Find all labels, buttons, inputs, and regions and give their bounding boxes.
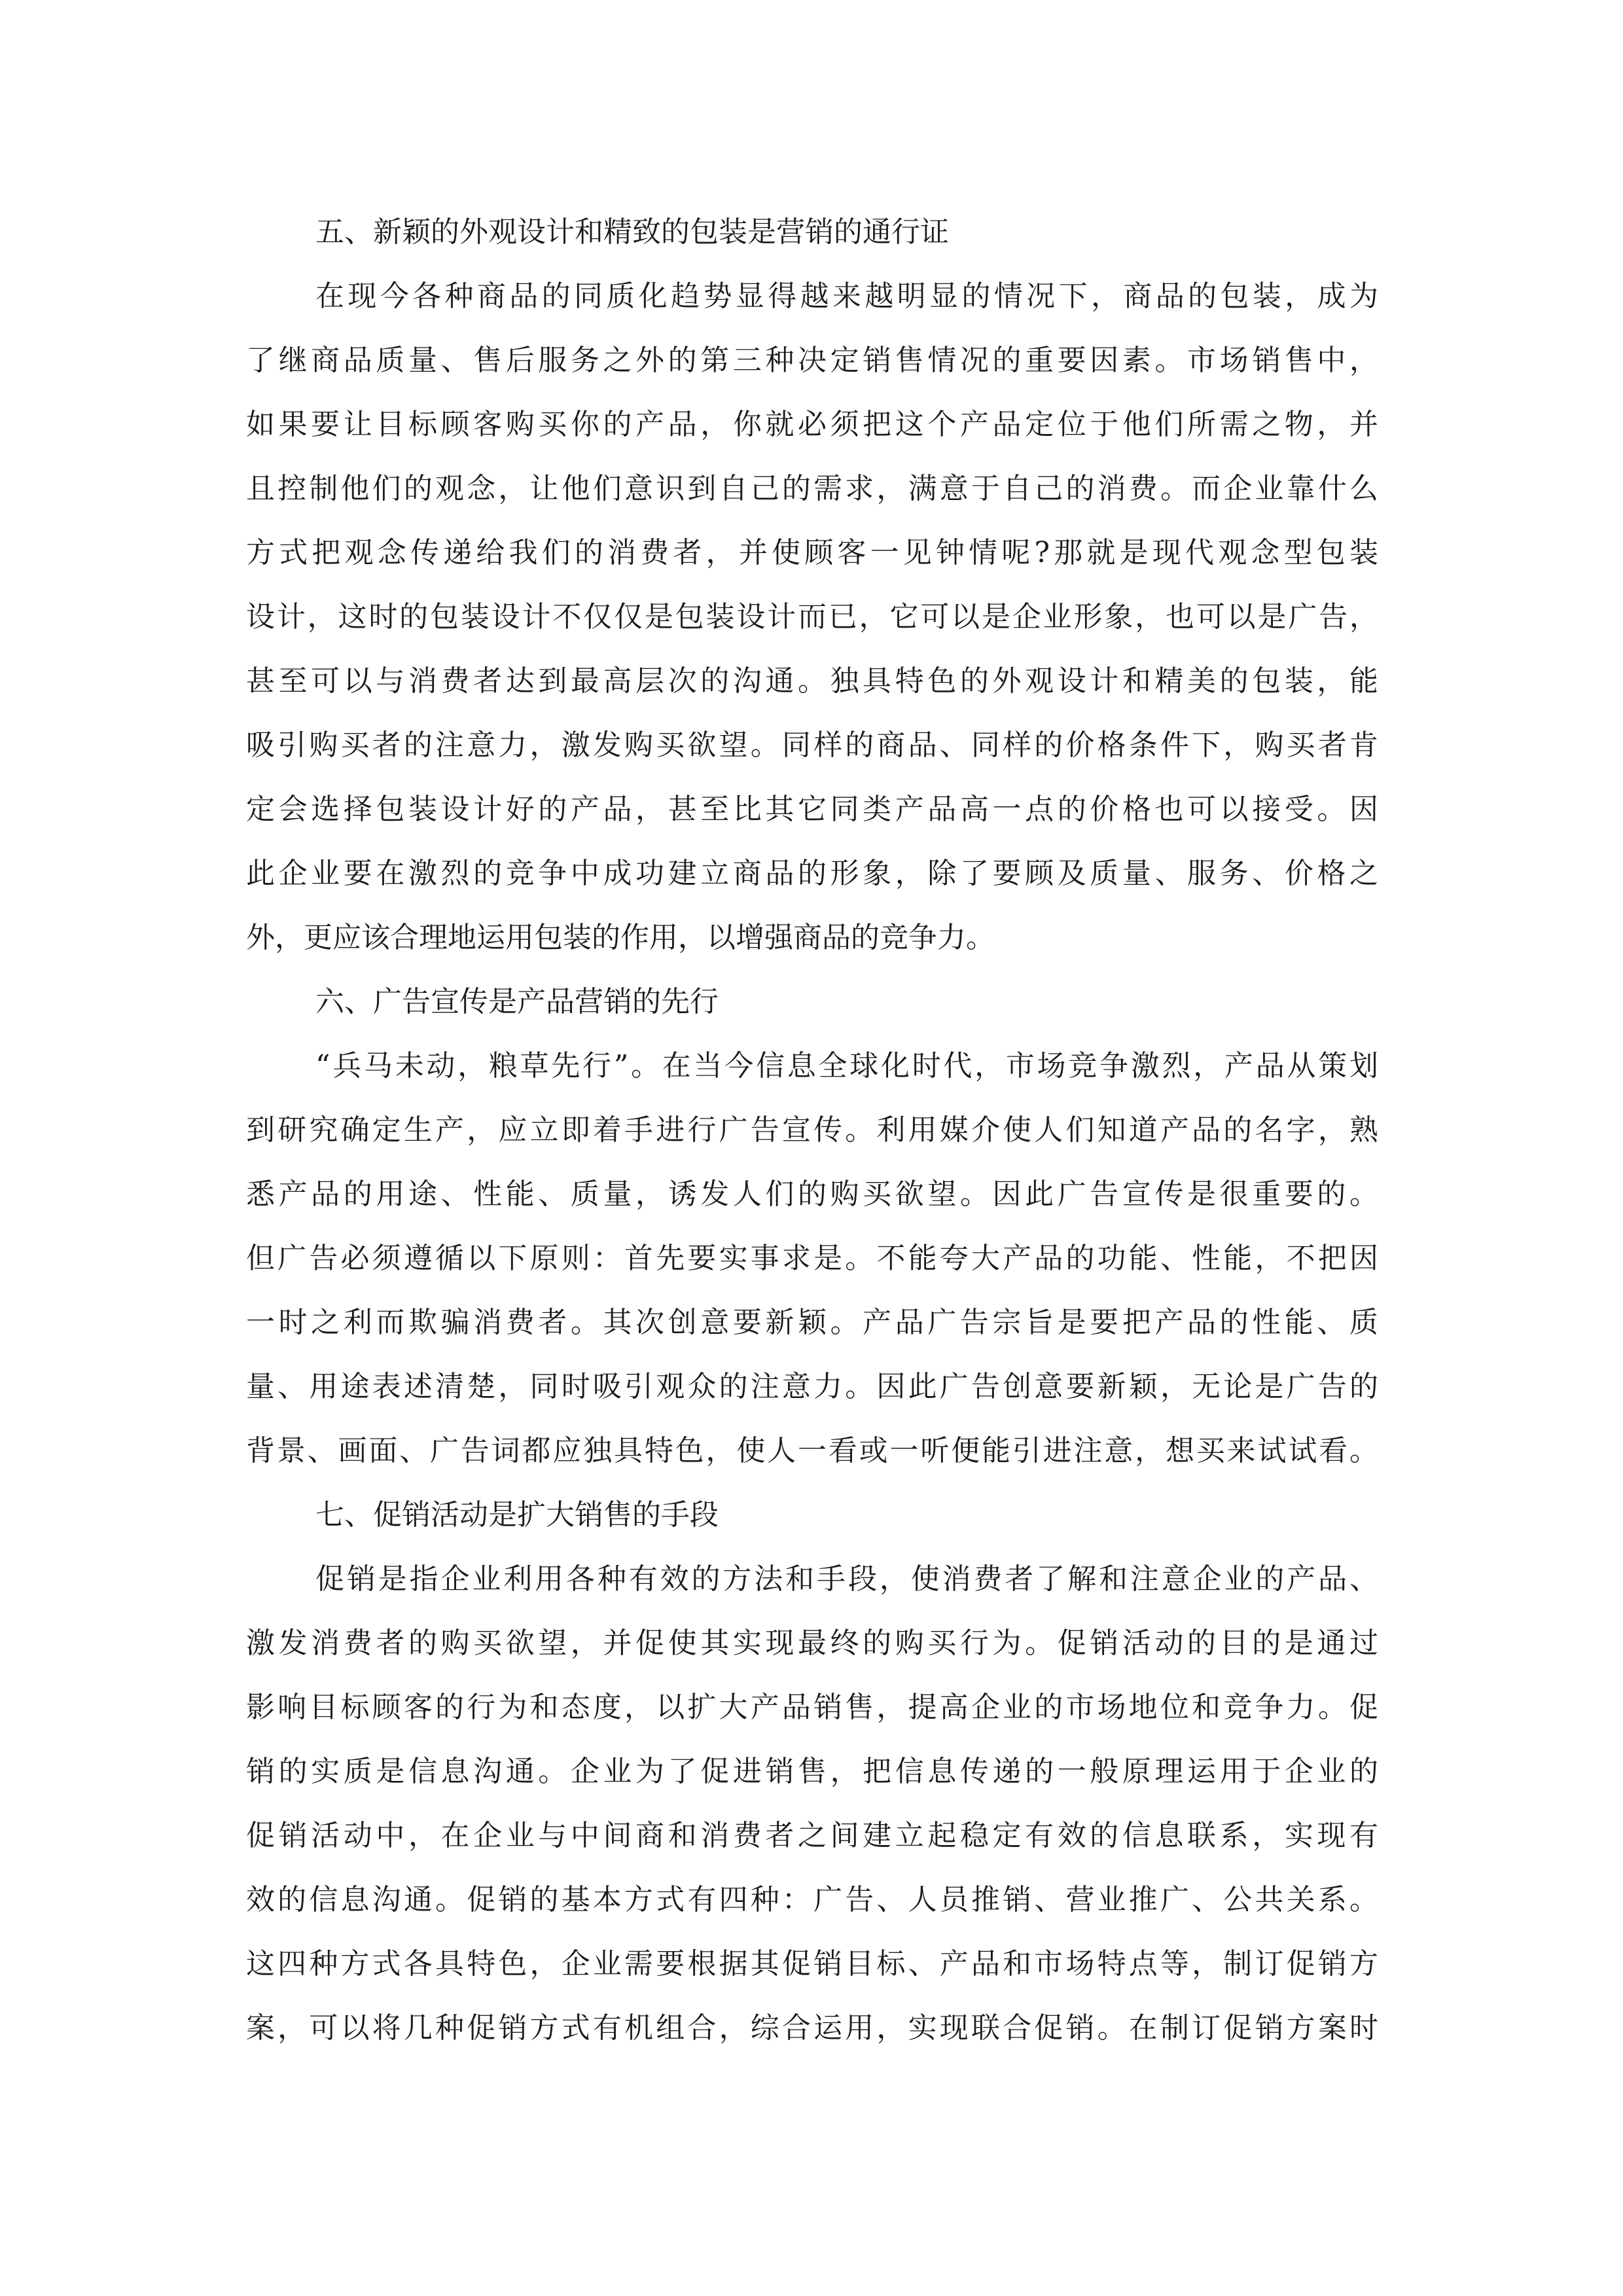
section-heading-5: 五、新颖的外观设计和精致的包装是营销的通行证 (315, 215, 949, 249)
paragraph-line: 且控制他们的观念，让他们意识到自己的需求，满意于自己的消费。而企业靠什么 (246, 472, 1378, 505)
paragraph-line: 促销活动中，在企业与中间商和消费者之间建立起稳定有效的信息联系，实现有 (246, 1819, 1378, 1852)
paragraph-line: 销的实质是信息沟通。企业为了促进销售，把信息传递的一般原理运用于企业的 (246, 1755, 1378, 1788)
paragraph-line: 促销是指企业利用各种有效的方法和手段，使消费者了解和注意企业的产品、 (315, 1562, 1378, 1596)
paragraph-line: 如果要让目标顾客购买你的产品，你就必须把这个产品定位于他们所需之物，并 (246, 408, 1378, 441)
paragraph-line: 在现今各种商品的同质化趋势显得越来越明显的情况下，商品的包装，成为 (315, 279, 1378, 313)
paragraph-line: 到研究确定生产，应立即着手进行广告宣传。利用媒介使人们知道产品的名字，熟 (246, 1113, 1378, 1147)
paragraph-line: 定会选择包装设计好的产品，甚至比其它同类产品高一点的价格也可以接受。因 (246, 793, 1378, 826)
paragraph-line: 方式把观念传递给我们的消费者，并使顾客一见钟情呢?那就是现代观念型包装 (246, 536, 1378, 569)
document-page (246, 200, 1378, 2060)
paragraph-line: 此企业要在激烈的竞争中成功建立商品的形象，除了要顾及质量、服务、价格之 (246, 857, 1378, 890)
paragraph-line: 一时之利而欺骗消费者。其次创意要新颖。产品广告宗旨是要把产品的性能、质 (246, 1306, 1378, 1339)
paragraph-line: 设计，这时的包装设计不仅仅是包装设计而已，它可以是企业形象，也可以是广告， (246, 600, 1378, 634)
paragraph-line: 案，可以将几种促销方式有机组合，综合运用，实现联合促销。在制订促销方案时 (246, 2011, 1378, 2045)
paragraph-line: 外，更应该合理地运用包装的作用，以增强商品的竞争力。 (246, 921, 995, 954)
paragraph-line: 了继商品质量、售后服务之外的第三种决定销售情况的重要因素。市场销售中， (246, 344, 1378, 377)
paragraph-line: “兵马未动，粮草先行”。在当今信息全球化时代，市场竞争激烈，产品从策划 (315, 1049, 1378, 1083)
paragraph-line: 悉产品的用途、性能、质量，诱发人们的购买欲望。因此广告宣传是很重要的。 (246, 1177, 1378, 1211)
paragraph-line: 但广告必须遵循以下原则：首先要实事求是。不能夸大产品的功能、性能，不把因 (246, 1242, 1378, 1275)
section-heading-7: 七、促销活动是扩大销售的手段 (315, 1498, 719, 1532)
paragraph-line: 效的信息沟通。促销的基本方式有四种：广告、人员推销、营业推广、公共关系。 (246, 1883, 1378, 1916)
paragraph-line: 甚至可以与消费者达到最高层次的沟通。独具特色的外观设计和精美的包装，能 (246, 664, 1378, 698)
section-heading-6: 六、广告宣传是产品营销的先行 (315, 985, 719, 1018)
paragraph-line: 这四种方式各具特色，企业需要根据其促销目标、产品和市场特点等，制订促销方 (246, 1947, 1378, 1981)
paragraph-line: 激发消费者的购买欲望，并促使其实现最终的购买行为。促销活动的目的是通过 (246, 1626, 1378, 1660)
paragraph-line: 影响目标顾客的行为和态度，以扩大产品销售，提高企业的市场地位和竞争力。促 (246, 1691, 1378, 1724)
paragraph-line: 吸引购买者的注意力，激发购买欲望。同样的商品、同样的价格条件下，购买者肯 (246, 728, 1378, 762)
paragraph-line: 背景、画面、广告词都应独具特色，使人一看或一听便能引进注意，想买来试试看。 (246, 1434, 1378, 1467)
paragraph-line: 量、用途表述清楚，同时吸引观众的注意力。因此广告创意要新颖，无论是广告的 (246, 1370, 1378, 1403)
